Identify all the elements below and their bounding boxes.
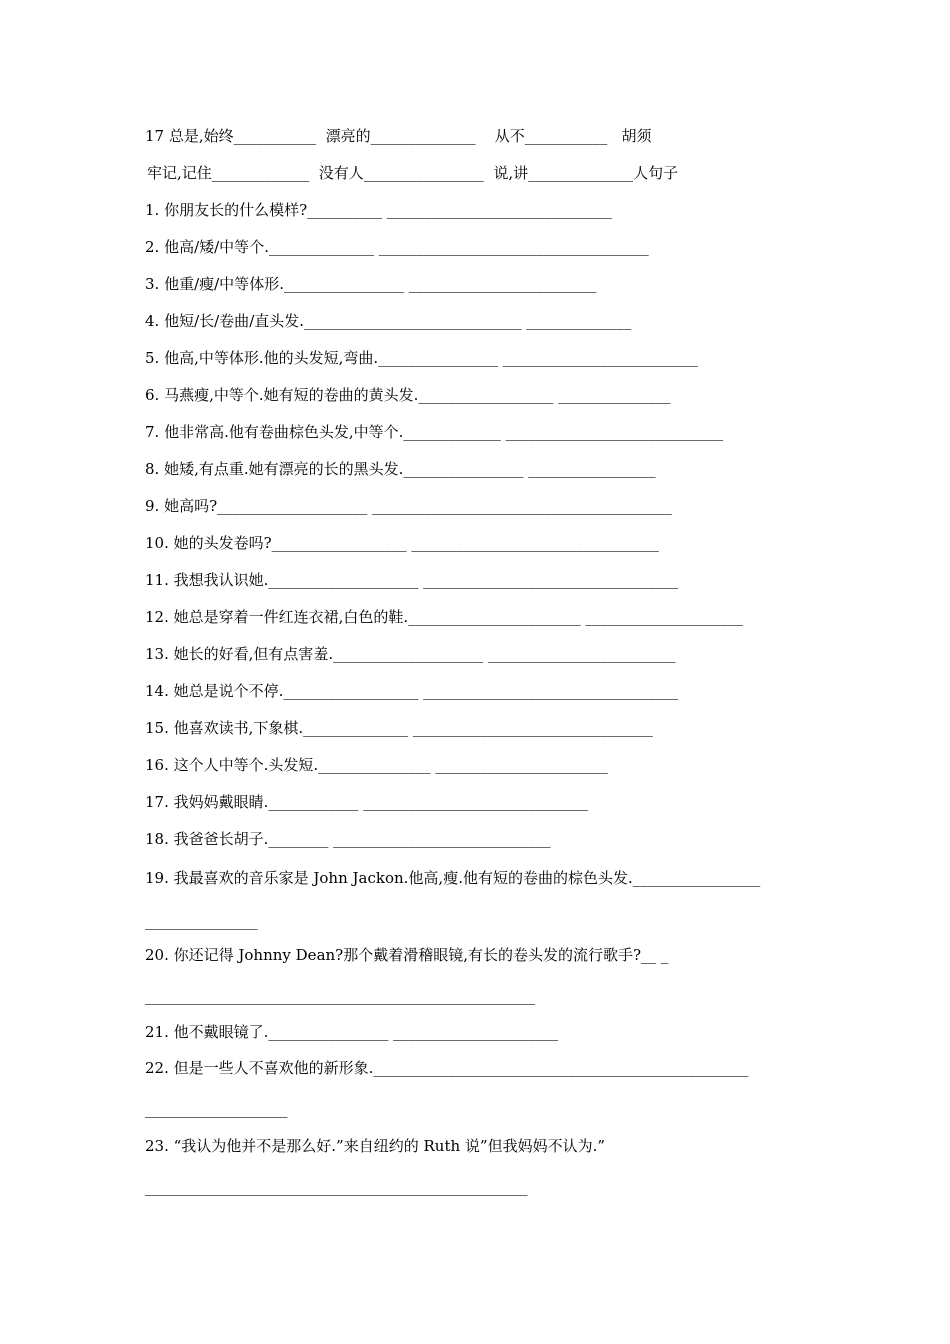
sentence-item-22: 22. 但是一些人不喜欢他的新形象.__________________________________________________: [145, 1059, 749, 1077]
sentence-item-4: 4. 他短/长/卷曲/直头发._____________________________ ______________: [145, 312, 632, 330]
sentence-item-18: 18. 我爸爸长胡子.________ _____________________________: [145, 830, 551, 848]
sentence-item-20-answer-line: ____________________________________________________: [145, 987, 535, 1005]
vocab-row-1: 17 总是,始终___________ 漂亮的______________ 从不___________ 胡须: [145, 127, 652, 145]
sentence-item-23: 23. “我认为他并不是那么好.”来自纽约的 Ruth 说”但我妈妈不认为.”: [145, 1137, 606, 1155]
sentence-item-10: 10. 她的头发卷吗?__________________ _________________________________: [145, 534, 659, 552]
sentence-item-6: 6. 马燕瘦,中等个.她有短的卷曲的黄头发.__________________ _______________: [145, 386, 671, 404]
sentence-item-22-answer-line: ___________________: [145, 1100, 288, 1118]
sentence-item-1: 1. 你朋友长的什么模样?__________ ______________________________: [145, 201, 612, 219]
sentence-item-15: 15. 他喜欢读书,下象棋.______________ ________________________________: [145, 719, 653, 737]
sentence-item-23-answer-line: ___________________________________________________: [145, 1178, 528, 1196]
sentence-item-7: 7. 他非常高.他有卷曲棕色头发,中等个._____________ _____________________________: [145, 423, 724, 441]
sentence-item-17: 17. 我妈妈戴眼睛.____________ ______________________________: [145, 793, 589, 811]
sentence-item-11: 11. 我想我认识她.____________________ __________________________________: [145, 571, 679, 589]
sentence-item-14: 14. 她总是说个不停.__________________ __________________________________: [145, 682, 679, 700]
sentence-item-19: 19. 我最喜欢的音乐家是 John Jackon.他高,瘦.他有短的卷曲的棕色头发._________________: [145, 869, 761, 887]
sentence-item-12: 12. 她总是穿着一件红连衣裙,白色的鞋._______________________ _____________________: [145, 608, 743, 626]
sentence-item-2: 2. 他高/矮/中等个.______________ ____________________________________: [145, 238, 649, 256]
sentence-item-20: 20. 你还记得 Johnny Dean?那个戴着滑稽眼镜,有长的卷头发的流行歌手?__ _: [145, 946, 669, 964]
sentence-item-8: 8. 她矮,有点重.她有漂亮的长的黑头发.________________ _________________: [145, 460, 656, 478]
sentence-item-3: 3. 他重/瘦/中等体形.________________ _________________________: [145, 275, 597, 293]
sentence-item-5: 5. 他高,中等体形.他的头发短,弯曲.________________ __________________________: [145, 349, 698, 367]
sentence-item-19-answer-line: _______________: [145, 912, 258, 930]
sentence-item-21: 21. 他不戴眼镜了.________________ ______________________: [145, 1023, 559, 1041]
sentence-item-16: 16. 这个人中等个.头发短._______________ _______________________: [145, 756, 608, 774]
sentence-item-13: 13. 她长的好看,但有点害羞.____________________ _________________________: [145, 645, 676, 663]
vocab-row-2: 牢记,记住_____________ 没有人________________ 说,讲______________人句子: [147, 164, 679, 182]
sentence-item-9: 9. 她高吗?____________________ ________________________________________: [145, 497, 672, 515]
